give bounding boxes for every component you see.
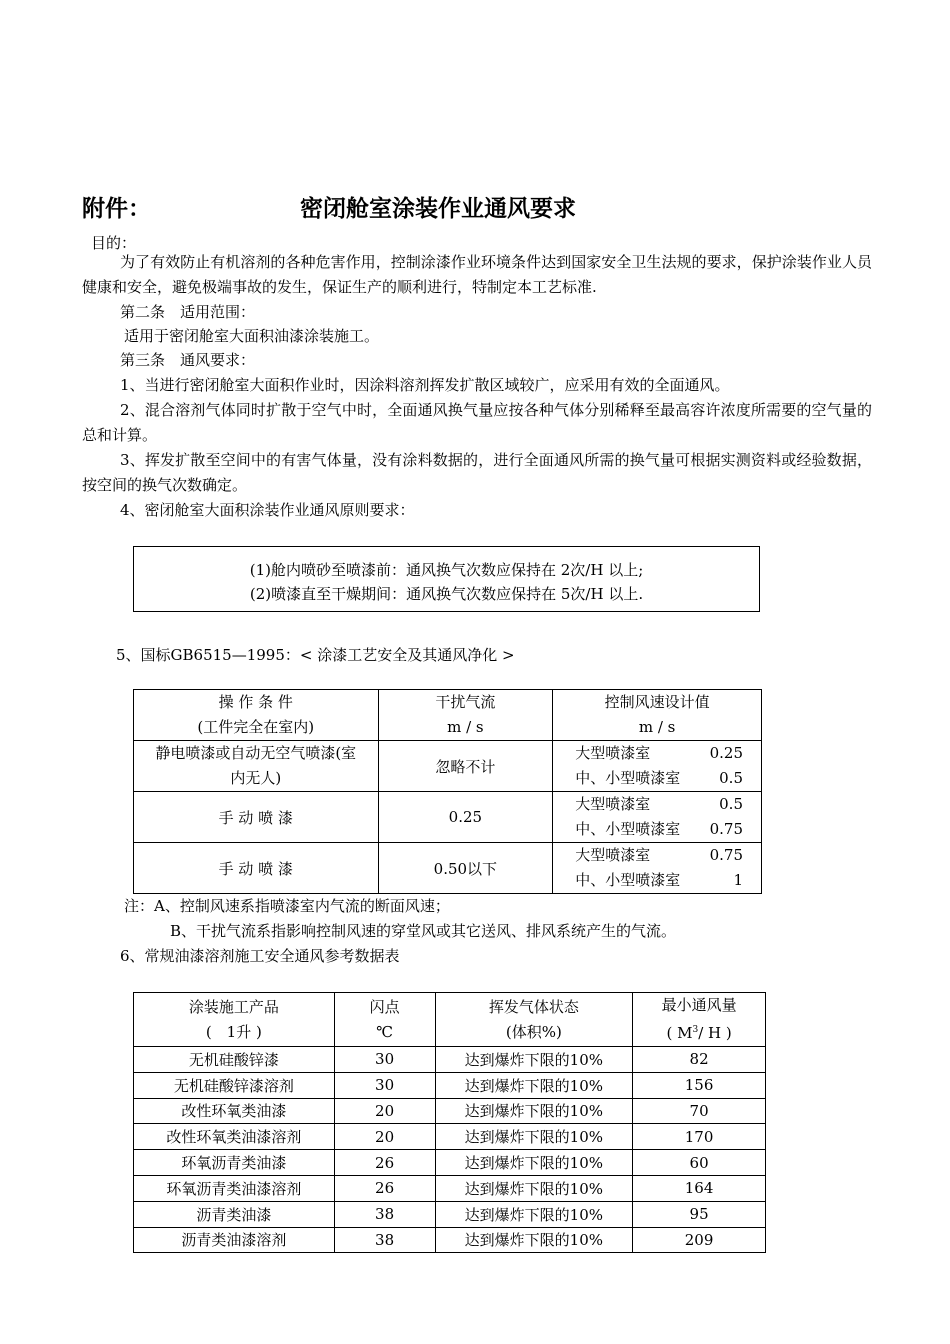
table-row [134,792,762,843]
table-header-row [134,993,766,1047]
vapor-state-cell: 达到爆炸下限的10% [435,1072,633,1098]
speed-cell: 大型喷漆室 0.25 中、小型喷漆室 0.5 [553,741,762,792]
vapor-state-cell: 达到爆炸下限的10% [435,1098,633,1124]
flow-cell: 0.25 [378,792,553,843]
min-ventilation-cell: 209 [633,1227,766,1253]
product-cell: 环氧沥青类油漆溶剂 [134,1175,335,1201]
table-row [134,843,762,894]
article2-text: 适用于密闭舱室大面积油漆涂装施工。 [124,327,380,345]
header-cell: 挥发气体状态 (体积%) [435,993,633,1047]
product-cell: 沥青类油漆 [134,1201,335,1227]
condition-cell: 手 动 喷 漆 [134,843,379,894]
flash-point-cell: 30 [334,1047,435,1073]
ventilation-principles-box [133,546,760,612]
product-cell: 改性环氧类油漆溶剂 [134,1124,335,1150]
vapor-state-cell: 达到爆炸下限的10% [435,1201,633,1227]
table-row [134,1175,766,1201]
flash-point-cell: 20 [334,1124,435,1150]
note-b: B、干扰气流系指影响控制风速的穿堂风或其它送风、排风系统产生的气流。 [170,922,677,940]
table-row [134,741,762,792]
product-cell: 无机硅酸锌漆溶剂 [134,1072,335,1098]
item5-text: 5、国标GB6515—1995：< 涂漆工艺安全及其通风净化 > [116,646,515,664]
speed-cell: 大型喷漆室 0.5 中、小型喷漆室 0.75 [553,792,762,843]
min-ventilation-cell: 164 [633,1175,766,1201]
table-row [134,1072,766,1098]
attachment-label: 附件： [82,196,151,222]
article3-item: 3、挥发扩散至空间中的有害气体量，没有涂料数据的，进行全面通风所需的换气量可根据实测资料或经验数据，按空间的换气次数确定。 [82,451,872,494]
flash-point-cell: 38 [334,1227,435,1253]
table-row [134,1098,766,1124]
table-header-row [134,690,762,741]
flash-point-cell: 26 [334,1150,435,1176]
min-ventilation-cell: 156 [633,1072,766,1098]
product-cell: 环氧沥青类油漆 [134,1150,335,1176]
header-cell: 涂装施工产品 ( 1升 ) [134,993,335,1047]
product-cell: 无机硅酸锌漆 [134,1047,335,1073]
table-row [134,1201,766,1227]
vapor-state-cell: 达到爆炸下限的10% [435,1047,633,1073]
table-row [134,1047,766,1073]
table-row [134,1150,766,1176]
flow-cell: 0.50以下 [378,843,553,894]
product-cell: 沥青类油漆溶剂 [134,1227,335,1253]
note-a: 注：A、控制风速系指喷漆室内气流的断面风速； [124,897,450,915]
article3-heading: 第三条 通风要求： [120,351,256,369]
flow-cell: 忽略不计 [378,741,553,792]
flash-point-cell: 30 [334,1072,435,1098]
vapor-state-cell: 达到爆炸下限的10% [435,1124,633,1150]
header-cell: 干扰气流 m / s [378,690,553,741]
flash-point-cell: 26 [334,1175,435,1201]
item6-text: 6、常规油漆溶剂施工安全通风参考数据表 [120,947,400,965]
product-cell: 改性环氧类油漆 [134,1098,335,1124]
flash-point-cell: 20 [334,1098,435,1124]
article3-item: 2、混合溶剂气体同时扩散于空气中时，全面通风换气量应按各种气体分别稀释至最高容许浓度所需要的空气量的总和计算。 [82,401,872,444]
flash-point-cell: 38 [334,1201,435,1227]
page-header [82,190,576,223]
article3-item: 1、当进行密闭舱室大面积作业时，因涂料溶剂挥发扩散区域较广，应采用有效的全面通风。 [120,376,730,394]
min-ventilation-cell: 95 [633,1201,766,1227]
vapor-state-cell: 达到爆炸下限的10% [435,1227,633,1253]
header-cell: 最小通风量 ( $M^3/$ H ) [633,993,766,1047]
vapor-state-cell: 达到爆炸下限的10% [435,1150,633,1176]
min-ventilation-cell: 70 [633,1098,766,1124]
airflow-table [133,689,762,894]
purpose-text: 为了有效防止有机溶剂的各种危害作用，控制涂漆作业环境条件达到国家安全卫生法规的要求，保护涂装作业人员健康和安全，避免极端事故的发生，保证生产的顺利进行，特制定本工艺标准. [82,253,872,296]
condition-cell: 静电喷漆或自动无空气喷漆(室 内无人) [134,741,379,792]
article2-heading: 第二条 适用范围： [120,303,256,321]
page-title: 密闭舱室涂装作业通风要求 [300,196,576,222]
min-ventilation-cell: 170 [633,1124,766,1150]
table-row [134,1124,766,1150]
header-cell: 控制风速设计值 m / s [553,690,762,741]
min-ventilation-cell: 82 [633,1047,766,1073]
principle-line: (2)喷漆直至干燥期间：通风换气次数应保持在 5次/H 以上. [249,585,644,603]
header-cell: 闪点 ℃ [334,993,435,1047]
min-ventilation-cell: 60 [633,1150,766,1176]
article3-item: 4、密闭舱室大面积涂装作业通风原则要求： [120,501,415,519]
table-row [134,1227,766,1253]
purpose-heading: 目的： [91,234,137,252]
header-cell: 操 作 条 件 (工件完全在室内) [134,690,379,741]
solvent-ventilation-table [133,992,766,1253]
vapor-state-cell: 达到爆炸下限的10% [435,1175,633,1201]
speed-cell: 大型喷漆室 0.75 中、小型喷漆室 1 [553,843,762,894]
principle-line: (1)舱内喷砂至喷漆前：通风换气次数应保持在 2次/H 以上; [249,561,644,579]
condition-cell: 手 动 喷 漆 [134,792,379,843]
